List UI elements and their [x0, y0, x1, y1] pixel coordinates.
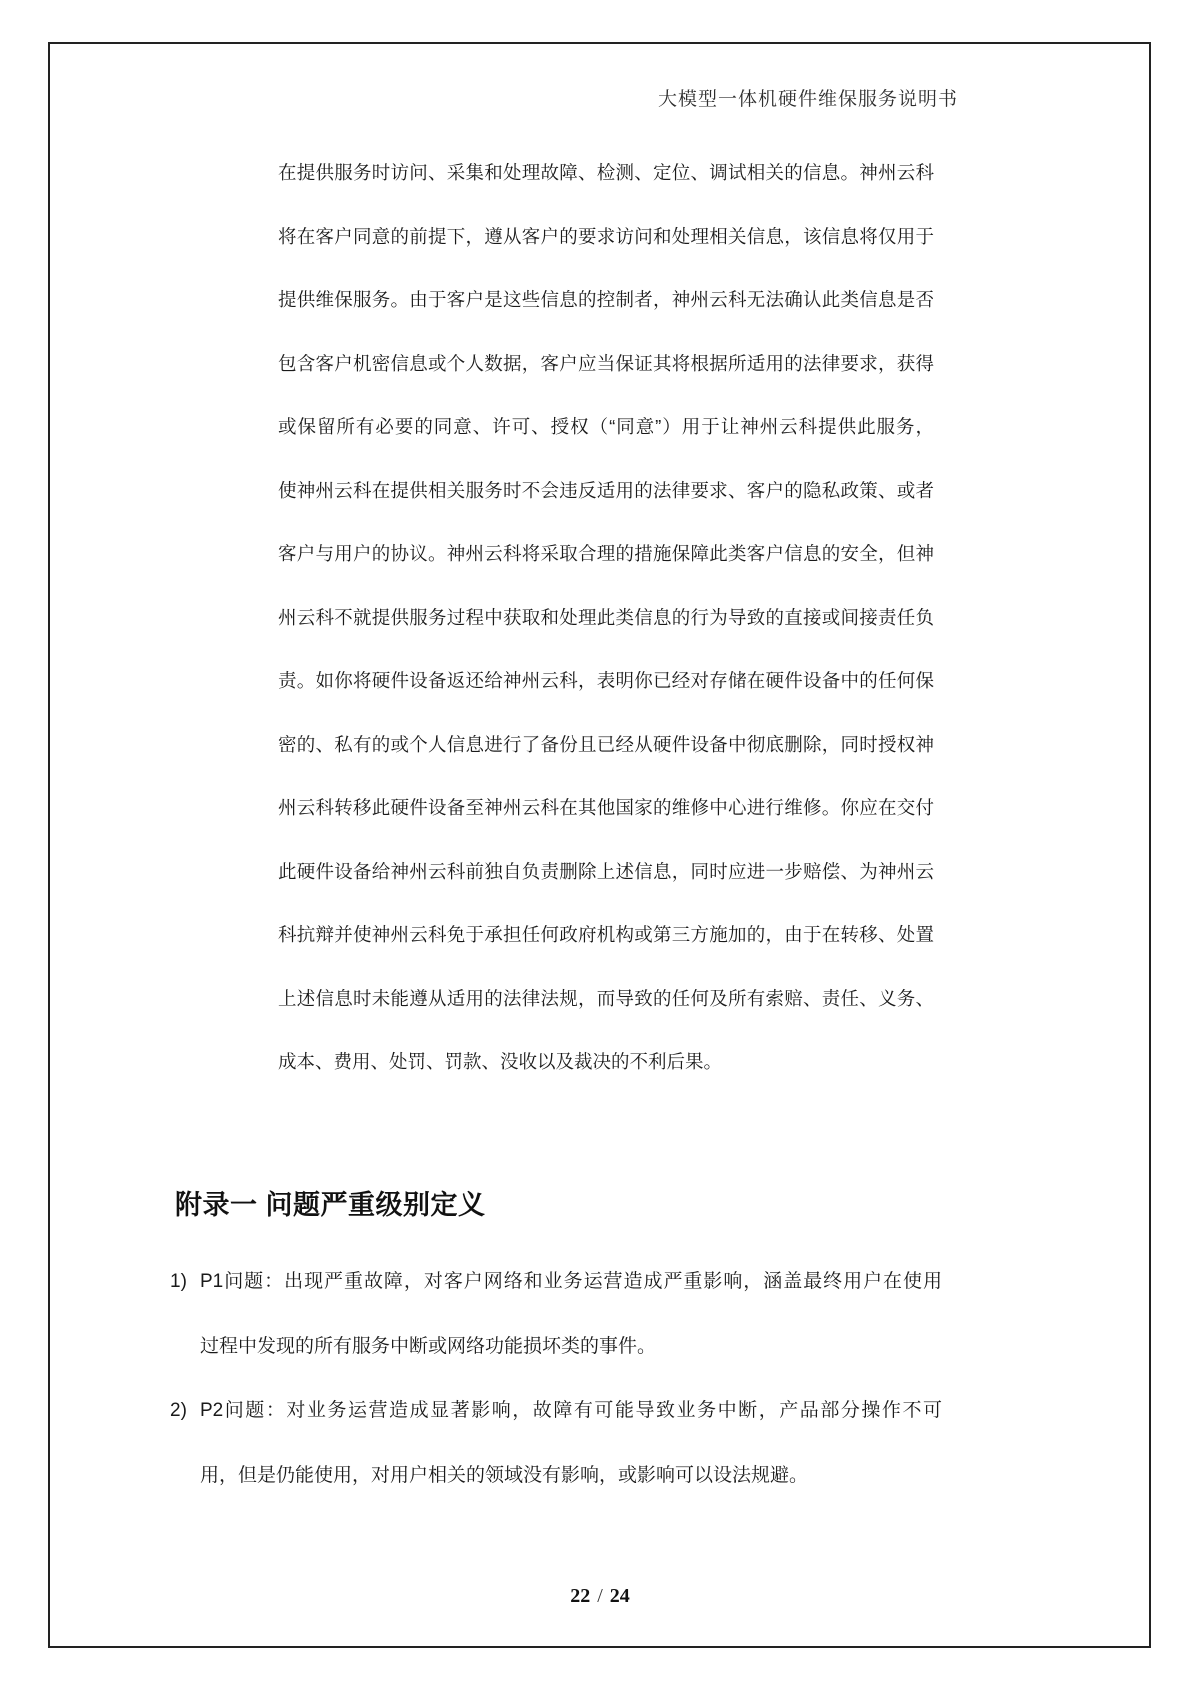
- paragraph-line: 将在客户同意的前提下，遵从客户的要求访问和处理相关信息，该信息将仅用于: [278, 225, 934, 247]
- paragraph-line: 州云科转移此硬件设备至神州云科在其他国家的维修中心进行维修。你应在交付: [278, 797, 934, 818]
- list-item-line: 过程中发现的所有服务中断或网络功能损坏类的事件。: [200, 1335, 657, 1357]
- total-page-number: 24: [609, 1585, 630, 1607]
- current-page-number: 22: [570, 1585, 591, 1607]
- body-paragraph: [278, 141, 934, 1094]
- list-item-number: 1): [170, 1271, 187, 1292]
- list-item-line: P2问题：对业务运营造成显著影响，故障有可能导致业务中断，产品部分操作不可: [200, 1400, 942, 1422]
- list-item-p2: [170, 1379, 942, 1508]
- paragraph-line: 科抗辩并使神州云科免于承担任何政府机构或第三方施加的，由于在转移、处置: [278, 924, 934, 945]
- paragraph-line: 包含客户机密信息或个人数据，客户应当保证其将根据所适用的法律要求，获得: [278, 352, 934, 374]
- document-header-title: 大模型一体机硬件维保服务说明书: [657, 89, 958, 110]
- list-item-line: P1问题：出现严重故障，对客户网络和业务运营造成严重影响，涵盖最终用户在使用: [200, 1271, 942, 1292]
- paragraph-line: 使神州云科在提供相关服务时不会违反适用的法律要求、客户的隐私政策、或者: [278, 479, 934, 501]
- paragraph-line: 成本、费用、处罚、罚款、没收以及裁决的不利后果。: [278, 1051, 723, 1072]
- paragraph-line: 密的、私有的或个人信息进行了备份且已经从硬件设备中彻底删除，同时授权神: [278, 733, 934, 755]
- severity-definition-list: [170, 1250, 942, 1509]
- paragraph-line: 责。如你将硬件设备返还给神州云科，表明你已经对存储在硬件设备中的任何保: [278, 670, 934, 691]
- paragraph-line: 提供维保服务。由于客户是这些信息的控制者，神州云科无法确认此类信息是否: [278, 289, 934, 310]
- paragraph-line: 或保留所有必要的同意、许可、授权（“同意”）用于让神州云科提供此服务，: [278, 416, 934, 437]
- list-item-p1: [170, 1250, 942, 1379]
- list-item-number: 2): [170, 1400, 187, 1422]
- paragraph-line: 州云科不就提供服务过程中获取和处理此类信息的行为导致的直接或间接责任负: [278, 606, 934, 628]
- page-number-separator: /: [597, 1585, 603, 1607]
- paragraph-line: 客户与用户的协议。神州云科将采取合理的措施保障此类客户信息的安全，但神: [278, 543, 934, 564]
- list-item-line: 用，但是仍能使用，对用户相关的领域没有影响，或影响可以设法规避。: [200, 1465, 809, 1487]
- paragraph-line: 在提供服务时访问、采集和处理故障、检测、定位、调试相关的信息。神州云科: [278, 162, 934, 183]
- page-number-footer: [0, 1585, 1200, 1608]
- appendix-heading: 附录一 问题严重级别定义: [175, 1190, 486, 1220]
- paragraph-line: 上述信息时未能遵从适用的法律法规，而导致的任何及所有索赔、责任、义务、: [278, 987, 934, 1009]
- paragraph-line: 此硬件设备给神州云科前独自负责删除上述信息，同时应进一步赔偿、为神州云: [278, 860, 934, 882]
